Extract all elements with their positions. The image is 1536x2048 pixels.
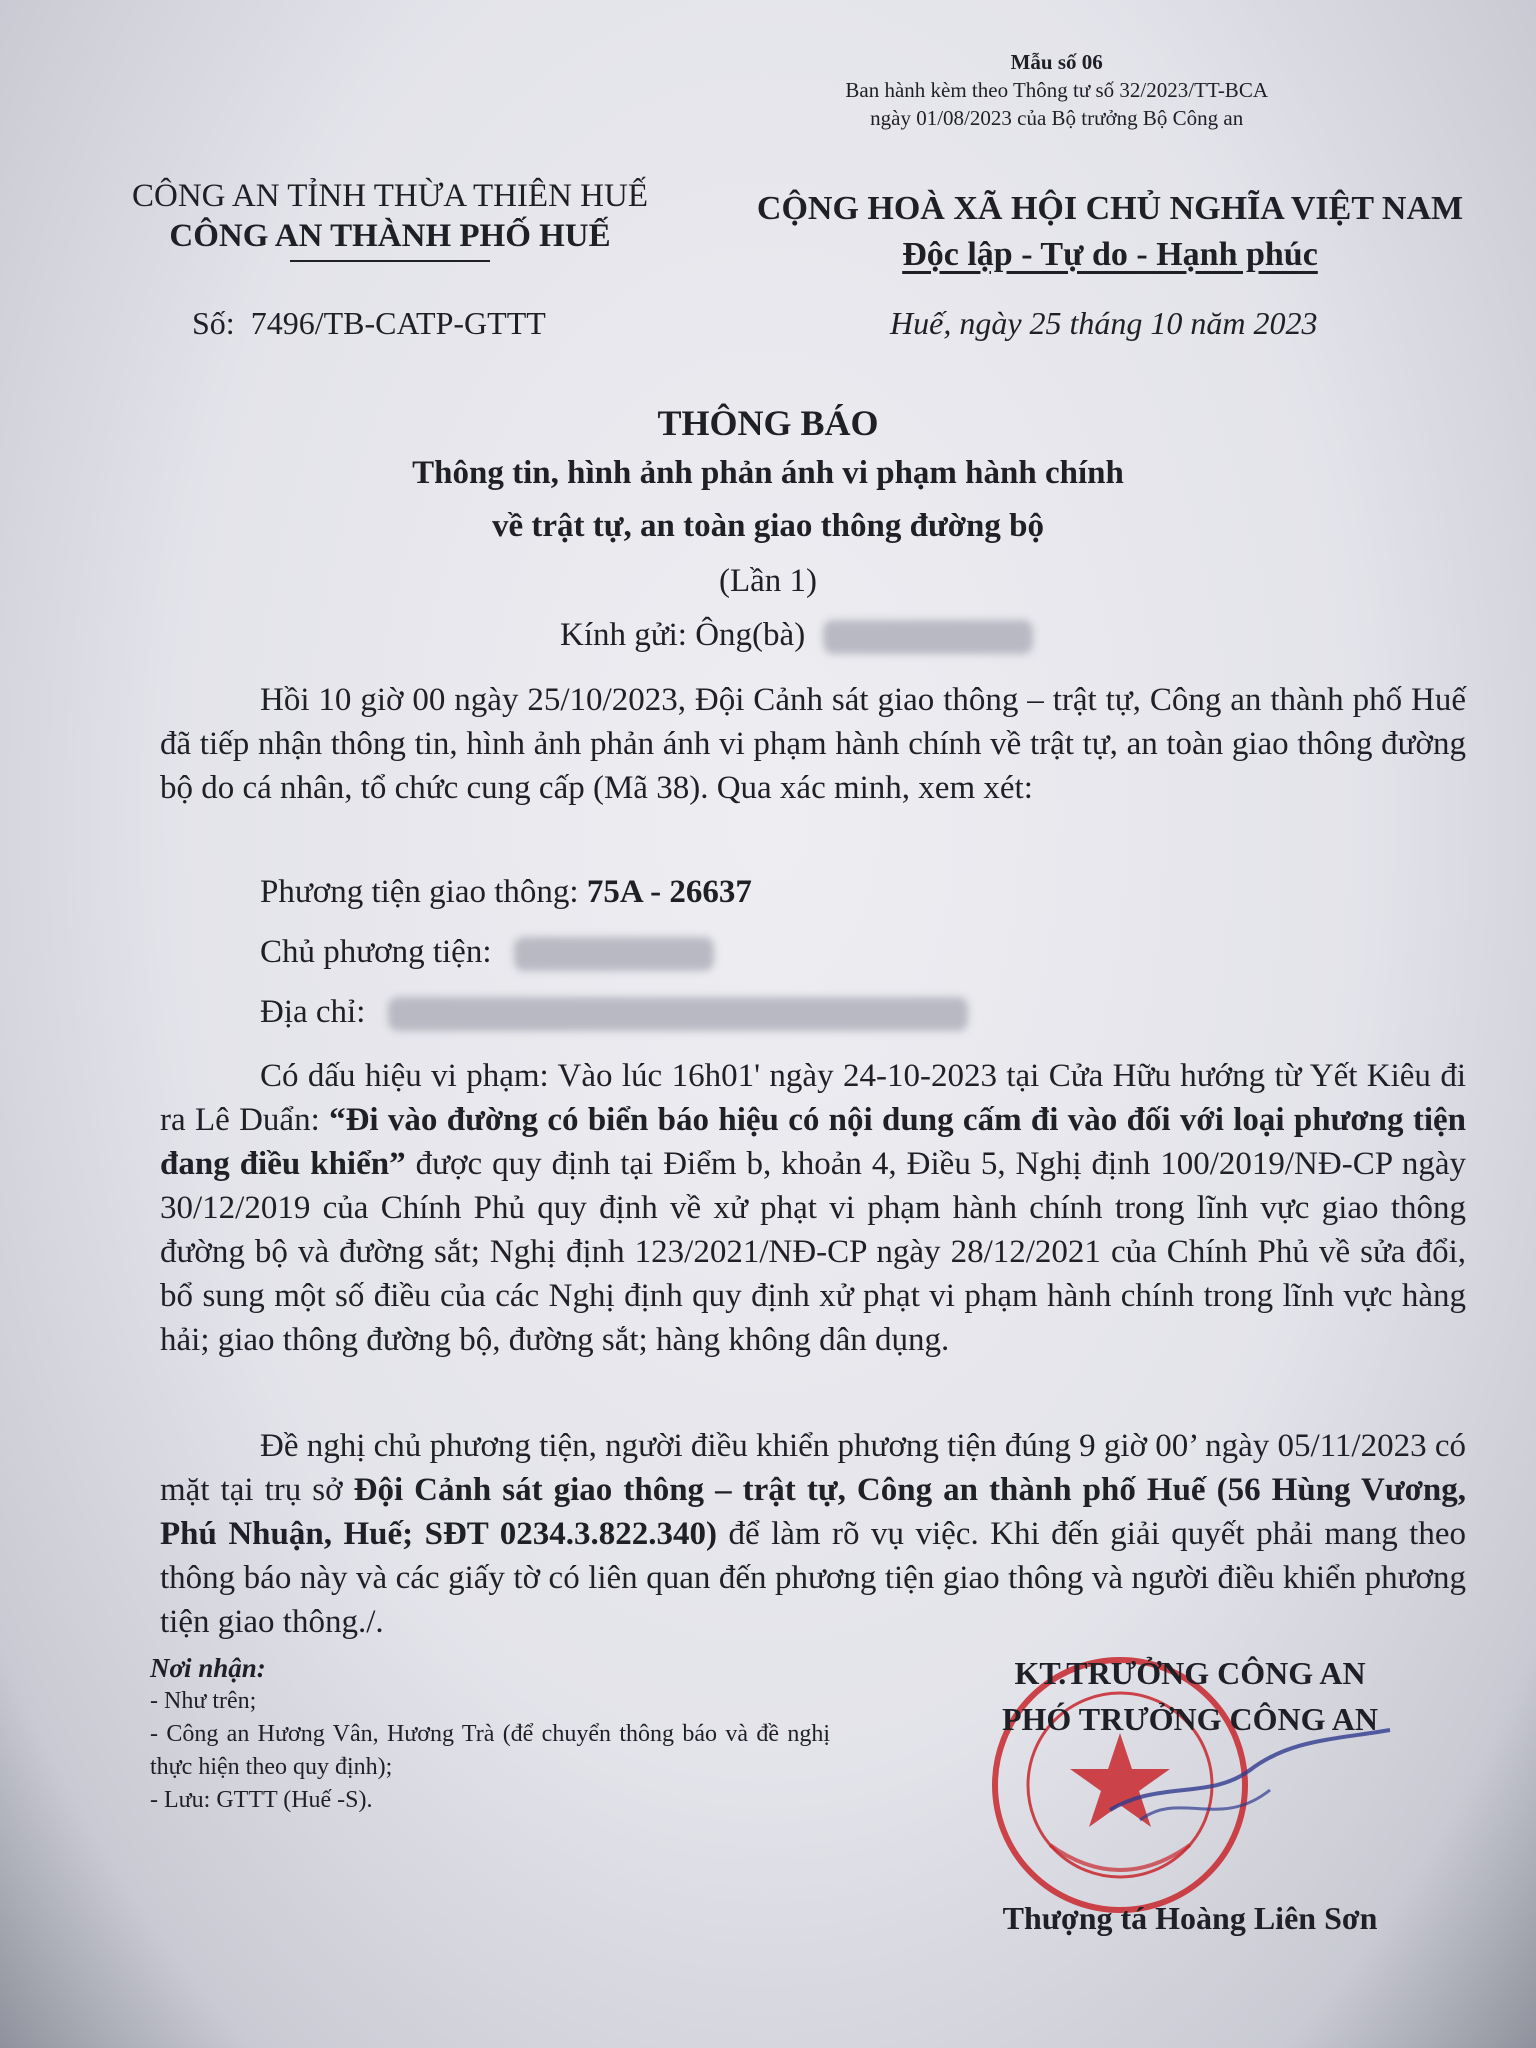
document-subtitle-2: về trật tự, an toàn giao thông đường bộ <box>491 508 1044 544</box>
owner-line <box>260 934 714 971</box>
vehicle-line <box>260 874 752 911</box>
violation-text-a: Có dấu hiệu vi phạm: Vào lúc 16h01' ngày 24-10-2023 tại Cửa Hữu hướng từ Yết Kiêu đi ra Lê Duẩn: <box>160 1058 1466 1138</box>
issuer-city: CÔNG AN THÀNH PHỐ HUẾ <box>169 218 611 254</box>
address-line <box>260 994 968 1031</box>
issuer-underline <box>290 260 490 262</box>
vehicle-plate: 75A - 26637 <box>586 874 752 910</box>
addressee-label: Kính gửi: Ông(bà) <box>560 617 806 653</box>
owner-label: Chủ phương tiện: <box>260 934 492 970</box>
recipients-heading: Nơi nhận: <box>150 1653 266 1683</box>
paragraph-violation <box>160 1054 1466 1362</box>
form-reference <box>845 48 1268 132</box>
issuer-province: CÔNG AN TỈNH THỪA THIÊN HUẾ <box>131 178 648 214</box>
recipient-item: - Công an Hương Vân, Hương Trà (để chuyển thông báo và đề nghị thực hiện theo quy định); <box>150 1721 830 1780</box>
signer-name: Thượng tá Hoàng Liên Sơn <box>1002 1900 1378 1936</box>
redacted-address <box>388 997 968 1031</box>
recipient-item: - Lưu: GTTT (Huế -S). <box>150 1787 373 1813</box>
request-text-bold: Đội Cảnh sát giao thông – trật tự, Công an thành phố Huế (56 Hùng Vương, Phú Nhuận, Huế; SĐT 0234.3.822.340) <box>160 1472 1467 1552</box>
paragraph-intro: Hồi 10 giờ 00 ngày 25/10/2023, Đội Cảnh sát giao thông – trật tự, Công an thành phố Huế đã tiếp nhận thông tin, hình ảnh phản ánh vi phạm hành chính về trật tự, an toàn giao thông đường bộ do cá nhân, tổ chức cung cấp (Mã 38). Qua xác minh, xem xét: <box>160 682 1466 806</box>
signature-line-2: PHÓ TRƯỞNG CÔNG AN <box>1001 1701 1378 1737</box>
document-date: Huế, ngày 25 tháng 10 năm 2023 <box>890 305 1318 341</box>
redacted-owner <box>514 937 714 971</box>
issuer-header <box>80 176 700 262</box>
violation-text-bold: “Đi vào đường có biển báo hiệu có nội dung cấm đi vào đối với loại phương tiện đang điều khiển” <box>160 1102 1466 1182</box>
signature-title <box>930 1650 1450 1742</box>
request-text-a: Đề nghị chủ phương tiện, người điều khiển phương tiện đúng 9 giờ 00’ ngày 05/11/2023 có mặt tại trụ sở <box>160 1428 1466 1508</box>
notice-count: (Lần 1) <box>718 563 818 599</box>
national-header <box>730 186 1490 278</box>
redacted-name <box>823 620 1033 654</box>
document-subtitle-1: Thông tin, hình ảnh phản ánh vi phạm hành chính <box>412 455 1124 491</box>
nation-name: CỘNG HOÀ XÃ HỘI CHỦ NGHĨA VIỆT NAM <box>756 190 1464 227</box>
signature-line-1: KT.TRƯỞNG CÔNG AN <box>1014 1655 1366 1691</box>
addressee-line <box>560 617 1033 654</box>
violation-text-b: được quy định tại Điểm b, khoản 4, Điều 5, Nghị định 100/2019/NĐ-CP ngày 30/12/2019 của Chính Phủ quy định về xử phạt vi phạm hành chính trong lĩnh vực giao thông đường bộ và đường sắt; Nghị định 123/2021/NĐ-CP ngày 28/12/2021 của Chính Phủ về sửa đổi, bổ sung một số điều của các Nghị định quy định xử phạt vi phạm hành chính trong lĩnh vực hàng hải; giao thông đường bộ, đường sắt; hàng không dân dụng. <box>160 1146 1466 1358</box>
request-text-b: để làm rõ vụ việc. Khi đến giải quyết phải mang theo thông báo này và các giấy tờ có liên quan đến phương tiện giao thông và người điều khiển phương tiện giao thông./. <box>160 1516 1466 1640</box>
nation-motto: Độc lập - Tự do - Hạnh phúc <box>902 236 1318 273</box>
document-title: THÔNG BÁO <box>657 403 879 443</box>
form-issued-date: ngày 01/08/2023 của Bộ trưởng Bộ Công an <box>870 106 1244 130</box>
recipient-item: - Như trên; <box>150 1688 257 1714</box>
address-label: Địa chỉ: <box>260 994 366 1030</box>
form-issued-by: Ban hành kèm theo Thông tư số 32/2023/TT-BCA <box>845 78 1268 102</box>
document-number: Số: 7496/TB-CATP-GTTT <box>192 305 546 341</box>
vehicle-label: Phương tiện giao thông: <box>260 874 587 910</box>
recipients-block <box>150 1652 830 1817</box>
form-number: Mẫu số 06 <box>1010 50 1103 74</box>
paragraph-request <box>160 1424 1466 1644</box>
